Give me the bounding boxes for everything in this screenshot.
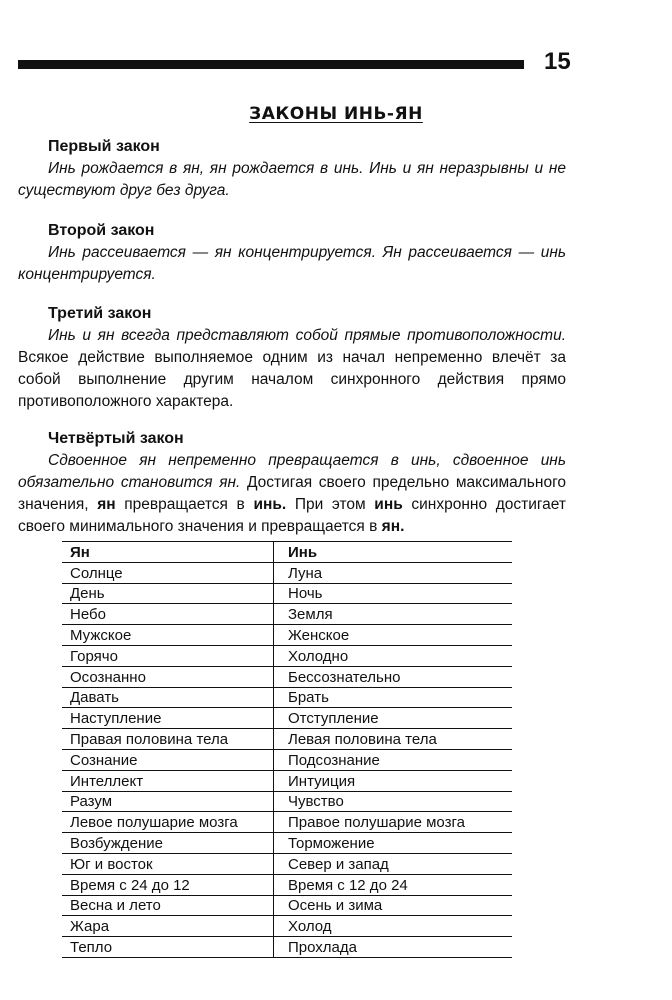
law-heading: Первый закон	[48, 138, 160, 155]
cell-yang: Горячо	[62, 645, 274, 666]
cell-yin: Чувство	[274, 791, 513, 812]
table-row	[62, 645, 512, 666]
table-row	[62, 687, 512, 708]
cell-yin: Холодно	[274, 645, 513, 666]
table-row	[62, 625, 512, 646]
law-text: Сдвоенное ян непременно превращается в инь, сдвоенное инь обязательно становится ян. Достигая своего предельно максимального значения, ян превращается в инь. При этом инь синхронно достигает своего минимального значения и превращается в ян.	[18, 452, 567, 535]
table-row	[62, 729, 512, 750]
cell-yin: Луна	[274, 562, 513, 583]
cell-yang: Мужское	[62, 625, 274, 646]
cell-yin: Женское	[274, 625, 513, 646]
cell-yang: Время с 24 до 12	[62, 874, 274, 895]
cell-yin: Левая половина тела	[274, 729, 513, 750]
cell-yin: Интуиция	[274, 770, 513, 791]
cell-yin: Земля	[274, 604, 513, 625]
law-first	[18, 136, 566, 202]
cell-yin: Осень и зима	[274, 895, 513, 916]
cell-yin: Брать	[274, 687, 513, 708]
cell-yang: Сознание	[62, 749, 274, 770]
table-row	[62, 666, 512, 687]
cell-yang: Разум	[62, 791, 274, 812]
cell-yang: Давать	[62, 687, 274, 708]
table-row	[62, 749, 512, 770]
cell-yin: Холод	[274, 916, 513, 937]
cell-yin: Подсознание	[274, 749, 513, 770]
page-number: 15	[544, 48, 571, 75]
table-row	[62, 833, 512, 854]
cell-yin: Север и запад	[274, 853, 513, 874]
law-text: Инь рассеивается — ян концентрируется. Ян рассеивается — инь концентрируется.	[18, 244, 566, 283]
table-row	[62, 562, 512, 583]
cell-yang: Правая половина тела	[62, 729, 274, 750]
law-heading: Второй закон	[48, 222, 155, 239]
cell-yin: Время с 12 до 24	[274, 874, 513, 895]
law-text: Инь рождается в ян, ян рождается в инь. Инь и ян неразрывны и не существуют друг без друга.	[18, 160, 566, 199]
cell-yin: Торможение	[274, 833, 513, 854]
law-heading: Третий закон	[48, 305, 152, 322]
cell-yang: Тепло	[62, 937, 274, 958]
cell-yin: Бессознательно	[274, 666, 513, 687]
yin-yang-table	[62, 541, 512, 958]
table-header-row	[62, 542, 512, 563]
cell-yang: Солнце	[62, 562, 274, 583]
column-header-yang: Ян	[62, 542, 274, 563]
table-row	[62, 812, 512, 833]
header-rule	[18, 60, 524, 69]
cell-yin: Правое полушарие мозга	[274, 812, 513, 833]
cell-yin: Отступление	[274, 708, 513, 729]
cell-yang: День	[62, 583, 274, 604]
page-title: ЗАКОНЫ ИНЬ-ЯН	[249, 104, 423, 124]
cell-yang: Левое полушарие мозга	[62, 812, 274, 833]
cell-yang: Жара	[62, 916, 274, 937]
cell-yin: Ночь	[274, 583, 513, 604]
table-row	[62, 874, 512, 895]
table-row	[62, 604, 512, 625]
law-second	[18, 220, 566, 286]
table-row	[62, 895, 512, 916]
table-row	[62, 708, 512, 729]
cell-yang: Юг и восток	[62, 853, 274, 874]
law-third	[18, 303, 566, 413]
law-fourth	[18, 428, 566, 538]
cell-yang: Наступление	[62, 708, 274, 729]
column-header-yin: Инь	[274, 542, 513, 563]
cell-yang: Осознанно	[62, 666, 274, 687]
table-row	[62, 791, 512, 812]
cell-yin: Прохлада	[274, 937, 513, 958]
table-row	[62, 916, 512, 937]
cell-yang: Возбуждение	[62, 833, 274, 854]
table-row	[62, 853, 512, 874]
table-row	[62, 770, 512, 791]
cell-yang: Небо	[62, 604, 274, 625]
cell-yang: Весна и лето	[62, 895, 274, 916]
cell-yang: Интеллект	[62, 770, 274, 791]
law-heading: Четвёртый закон	[48, 430, 184, 447]
law-text: Инь и ян всегда представляют собой прямые противоположности. Всякое действие выполняемое одним из начал непременно влечёт за собой выполнение другим началом синхронного действия прямо противоположного характера.	[18, 327, 566, 410]
table-row	[62, 937, 512, 958]
table-row	[62, 583, 512, 604]
